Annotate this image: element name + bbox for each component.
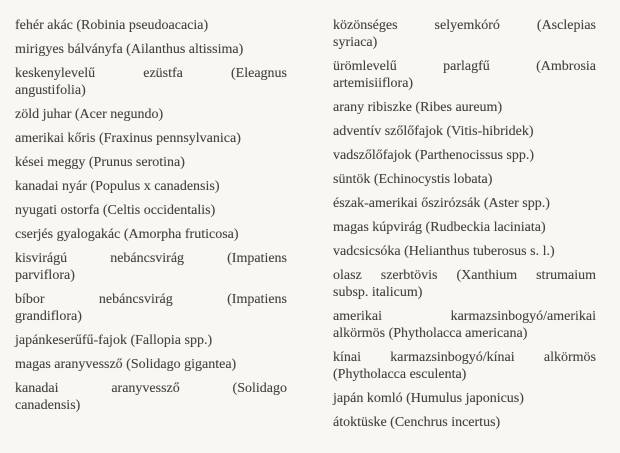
species-list-item-line: süntök (Echinocystis lobata)	[333, 172, 493, 187]
species-list-item	[15, 41, 287, 58]
species-list-item	[15, 332, 287, 349]
species-list-item	[333, 243, 596, 260]
species-list-item-line: subsp. italicum)	[333, 285, 423, 300]
species-list-item	[15, 154, 287, 171]
species-list-item-line: alkörmös (Phytholacca americana)	[333, 326, 528, 341]
species-list-item-line: angustifolia)	[15, 83, 86, 98]
species-list-item-line: kínai karmazsinbogyó/kínai alkörmös	[333, 350, 596, 365]
species-list-item-line: canadensis)	[15, 398, 81, 413]
species-list-item-line: kanadai aranyvessző (Solidago	[15, 381, 287, 396]
species-list-item-line: arany ribiszke (Ribes aureum)	[333, 100, 503, 115]
species-list-item-line: cserjés gyalogakác (Amorpha fruticosa)	[15, 227, 239, 242]
species-list-item	[15, 380, 287, 414]
species-list-item	[333, 171, 596, 188]
species-list-item-line: kanadai nyár (Populus x canadensis)	[15, 179, 220, 194]
species-list-item-line: kései meggy (Prunus serotina)	[15, 155, 185, 170]
species-list-item-line: nyugati ostorfa (Celtis occidentalis)	[15, 203, 216, 218]
species-list-item-line: artemisiiflora)	[333, 76, 414, 91]
species-list-item	[15, 106, 287, 123]
species-list-item	[15, 250, 287, 284]
species-column-left	[15, 17, 287, 453]
species-list-item	[333, 123, 596, 140]
species-list-item	[333, 349, 596, 383]
species-list-item-line: adventív szőlőfajok (Vitis-hibridek)	[333, 124, 534, 139]
species-list-item-line: kisvirágú nebáncsvirág (Impatiens	[15, 251, 287, 266]
species-list-item	[15, 356, 287, 373]
species-list-item-line: észak-amerikai őszirózsák (Aster spp.)	[333, 196, 550, 211]
species-list-item	[333, 219, 596, 236]
species-list-item-line: fehér akác (Robinia pseudoacacia)	[15, 18, 209, 33]
species-list-item-line: japán komló (Humulus japonicus)	[333, 391, 524, 406]
species-list-item	[15, 202, 287, 219]
species-list-item	[333, 17, 596, 51]
species-list-item	[333, 99, 596, 116]
species-list-item-line: amerikai kőris (Fraxinus pennsylvanica)	[15, 131, 241, 146]
species-list-item	[333, 390, 596, 407]
species-list-item-line: grandiflora)	[15, 309, 82, 324]
species-list-item-line: keskenylevelű ezüstfa (Eleagnus	[15, 66, 287, 81]
species-list-item	[15, 130, 287, 147]
species-list-item-line: átoktüske (Cenchrus incertus)	[333, 415, 501, 430]
species-list-item	[333, 308, 596, 342]
species-list-item	[15, 65, 287, 99]
species-list-item-line: syriaca)	[333, 35, 378, 50]
species-column-right	[333, 17, 596, 453]
species-list-item-line: mirigyes bálványfa (Ailanthus altissima)	[15, 42, 244, 57]
species-list-item	[15, 178, 287, 195]
species-list-item-line: közönséges selyemkóró (Asclepias	[333, 18, 596, 33]
species-list-item-line: olasz szerbtövis (Xanthium strumaium	[333, 268, 596, 283]
species-list-item	[333, 414, 596, 431]
species-list-item	[15, 291, 287, 325]
species-list-item-line: zöld juhar (Acer negundo)	[15, 107, 164, 122]
species-list-item-line: bíbor nebáncsvirág (Impatiens	[15, 292, 287, 307]
species-list-item	[15, 226, 287, 243]
species-list-item	[333, 195, 596, 212]
species-list-item-line: parviflora)	[15, 268, 75, 283]
species-list-item-line: amerikai karmazsinbogyó/amerikai	[333, 309, 596, 324]
species-list-item-line: vadszőlőfajok (Parthenocissus spp.)	[333, 148, 535, 163]
species-list-item	[15, 17, 287, 34]
species-list-item-line: ürömlevelű parlagfű (Ambrosia	[333, 59, 596, 74]
species-list-item-line: japánkeserűfű-fajok (Fallopia spp.)	[15, 333, 213, 348]
species-list-item-line: vadcsicsóka (Helianthus tuberosus s. l.)	[333, 244, 555, 259]
species-list-item	[333, 147, 596, 164]
species-list-item-line: magas kúpvirág (Rudbeckia laciniata)	[333, 220, 546, 235]
species-list-item-line: magas aranyvessző (Solidago gigantea)	[15, 357, 237, 372]
species-list-item-line: (Phytholacca esculenta)	[333, 367, 467, 382]
species-list-item	[333, 267, 596, 301]
species-list-item	[333, 58, 596, 92]
